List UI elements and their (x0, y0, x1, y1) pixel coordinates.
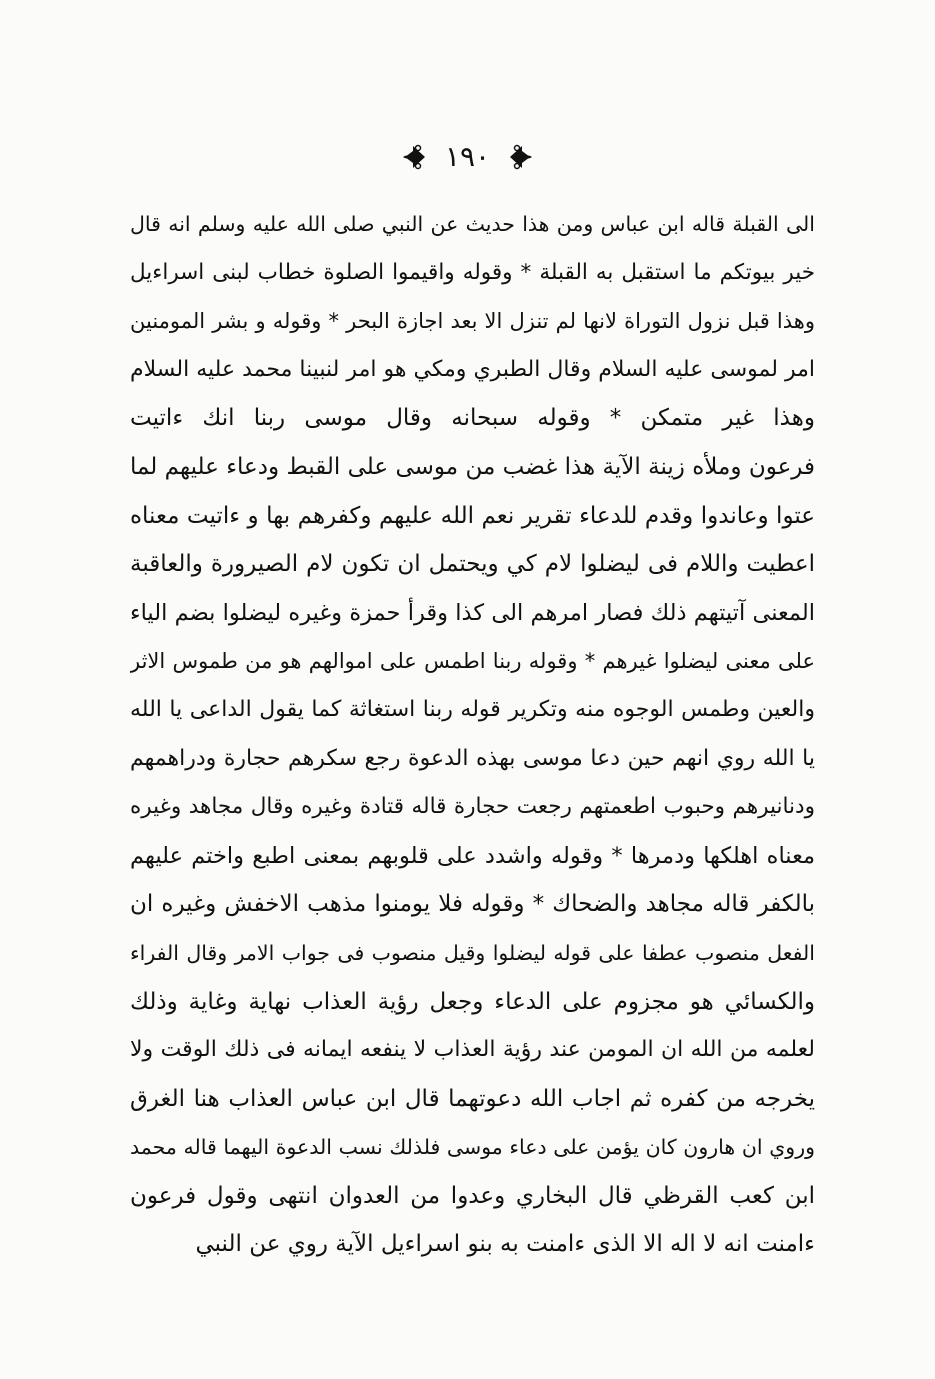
text-line: والعين وطمس الوجوه منه وتكرير قوله ربنا استغاثة كما يقول الداعى يا الله (130, 696, 815, 722)
text-line: بالكفر قاله مجاهد والضحاك * وقوله فلا يومنوا مذهب الاخفش وغيره ان (130, 891, 815, 918)
text-line: على معنى ليضلوا غيرهم * وقوله ربنا اطمس على اموالهم هو من طموس الاثر (130, 649, 815, 674)
left-ornament-icon (401, 142, 427, 172)
text-line: خير بيوتكم ما استقبل به القبلة * وقوله واقيموا الصلوة خطاب لبنى اسرا‌ءيل (130, 259, 815, 285)
text-line: وهذا قبل نزول التوراة لانها لم تنزل الا بعد اجازة البحر * وقوله و بشر المومنين (130, 309, 815, 334)
page-number: ١٩٠ (444, 140, 491, 173)
body-text (130, 200, 815, 1269)
page-header (0, 133, 935, 181)
text-line: يا الله روي انهم حين دعا موسى بهذه الدعوة رجع سكرهم حجارة ودراهمهم (130, 745, 815, 771)
right-ornament-icon (508, 142, 534, 172)
text-line: والكسائي هو مجزوم على الدعاء وجعل رؤية العذاب نهاية وغاية وذلك (130, 988, 815, 1015)
text-line: لعلمه من الله ان المومن عند رؤية العذاب لا ينفعه ايمانه فى ذلك الوقت ولا (130, 1037, 815, 1063)
text-line: الى القبلة قاله ابن عباس ومن هذا حديث عن النبي صلى الله عليه وسلم انه قال (130, 212, 815, 236)
text-line: معناه اهلكها ودمرها * وقوله واشدد على قلوبهم بمعنى اطبع واختم عليهم (130, 842, 815, 869)
text-line: فرعون وملأه زينة الآية هذا غضب من موسى على القبط ودعاء عليهم لما (130, 453, 815, 480)
text-line: وروي ان هارون كان يؤمن على دعاء موسى فلذلك نسب الدعوة اليهما قاله محمد (130, 1135, 815, 1160)
text-line: عتوا وعاندوا وقدم للدعاء تقرير نعم الله عليهم وكفرهم بها و ءاتيت معناه (130, 502, 815, 529)
text-line: اعطيت واللام فى ليضلوا لام كي ويحتمل ان تكون لام الصيرورة والعاقبة (130, 551, 815, 578)
text-line: ابن كعب القرظي قال البخاري وعدوا من العدوان انتهى وقول فرعون (130, 1182, 815, 1209)
text-line: يخرجه من كفره ثم اجاب الله دعوتهما قال ابن عباس العذاب هنا الغرق (130, 1085, 815, 1112)
text-line: امر لموسى عليه السلام وقال الطبري ومكي هو امر لنبينا محمد عليه السلام (130, 356, 815, 382)
text-line: ءامنت انه لا اله الا الذى ءامنت به بنو اسرا‌ءيل الآية روي عن النبي (195, 1231, 815, 1258)
text-line: وهذا غير متمكن * وقوله سبحانه وقال موسى ربنا انك ءاتيت (130, 405, 815, 432)
text-line: الفعل منصوب عطفا على قوله ليضلوا وقيل منصوب فى جواب الامر وقال الفراء (130, 940, 815, 965)
text-line: ودنانيرهم وحبوب اطعمتهم رجعت حجارة قاله قتادة وغيره وقال مجاهد وغيره (130, 794, 815, 820)
text-line: المعنى آتيتهم ذلك فصار امرهم الى كذا وقرأ حمزة وغيره ليضلوا بضم الياء (130, 599, 815, 626)
